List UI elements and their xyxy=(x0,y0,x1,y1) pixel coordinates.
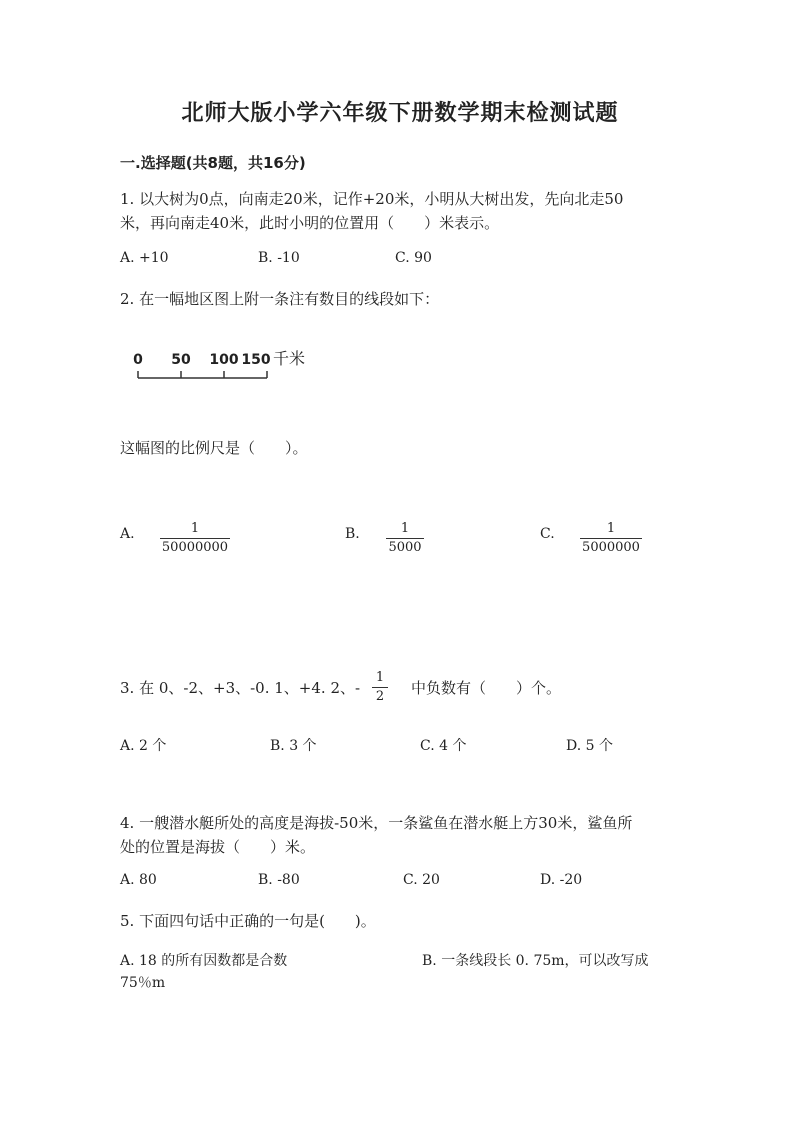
q2-option-b-letter: B. xyxy=(345,526,360,542)
fraction-denominator: 2 xyxy=(375,689,385,704)
q2-text-line2: 这幅图的比例尺是（ ）。 xyxy=(120,439,308,457)
q3-option-a: A. 2 个 xyxy=(120,738,167,754)
q3-option-b: B. 3 个 xyxy=(270,738,317,754)
q3-fraction xyxy=(372,669,388,706)
fraction-denominator: 50000000 xyxy=(161,540,229,555)
section-heading: 一.选择题(共8题，共16分) xyxy=(120,154,306,172)
scale-unit: 千米 xyxy=(273,349,306,368)
q5-option-a: A. 18 的所有因数都是合数 xyxy=(120,953,288,969)
q2-text-line1: 2. 在一幅地区图上附一条注有数目的线段如下： xyxy=(120,290,440,308)
q2-option-c-letter: C. xyxy=(540,526,555,542)
q2-option-b-fraction xyxy=(386,520,424,557)
q3-option-c: C. 4 个 xyxy=(420,738,467,754)
fraction-numerator: 1 xyxy=(190,521,200,536)
q4-option-c: C. 20 xyxy=(403,872,440,888)
q3-option-d: D. 5 个 xyxy=(566,738,613,754)
q4-text-line2: 处的位置是海拔（ ）米。 xyxy=(120,838,316,856)
fraction-numerator: 1 xyxy=(606,521,616,536)
fraction-numerator: 1 xyxy=(375,670,385,685)
q1-option-b: B. -10 xyxy=(258,250,300,266)
page-title: 北师大版小学六年级下册数学期末检测试题 xyxy=(181,101,619,126)
q3-text-suffix: 中负数有（ ）个。 xyxy=(411,679,562,697)
q5-option-b: B. 一条线段长 0. 75m，可以改写成 xyxy=(422,953,649,969)
scale-label-150: 150 xyxy=(241,352,271,368)
scale-bar-figure xyxy=(130,345,330,385)
q2-option-a-fraction xyxy=(160,520,230,557)
fraction-denominator: 5000000 xyxy=(582,540,640,555)
q4-option-d: D. -20 xyxy=(540,872,583,888)
q4-option-b: B. -80 xyxy=(258,872,300,888)
q1-option-a: A. +10 xyxy=(120,250,169,266)
scale-label-0: 0 xyxy=(133,352,143,368)
q4-option-a: A. 80 xyxy=(120,872,157,888)
fraction-numerator: 1 xyxy=(400,521,410,536)
q2-option-a-letter: A. xyxy=(120,526,135,542)
scale-label-50: 50 xyxy=(171,352,191,368)
q1-text-line2: 米，再向南走40米，此时小明的位置用（ ）米表示。 xyxy=(120,214,500,232)
fraction-denominator: 5000 xyxy=(388,540,422,555)
q5-option-b-continued: 75％m xyxy=(120,975,166,991)
q2-option-c-fraction xyxy=(580,520,642,557)
q1-text-line1: 1. 以大树为0点，向南走20米，记作+20米，小明从大树出发，先向北走50 xyxy=(120,190,624,208)
q4-text-line1: 4. 一艘潜水艇所处的高度是海拔-50米，一条鲨鱼在潜水艇上方30米，鲨鱼所 xyxy=(120,814,633,832)
q5-text-line1: 5. 下面四句话中正确的一句是( )。 xyxy=(120,912,376,930)
q3-text-prefix: 3. 在 0、-2、+3、-0. 1、+4. 2、- xyxy=(120,679,361,697)
scale-label-100: 100 xyxy=(209,352,239,368)
q1-option-c: C. 90 xyxy=(395,250,432,266)
